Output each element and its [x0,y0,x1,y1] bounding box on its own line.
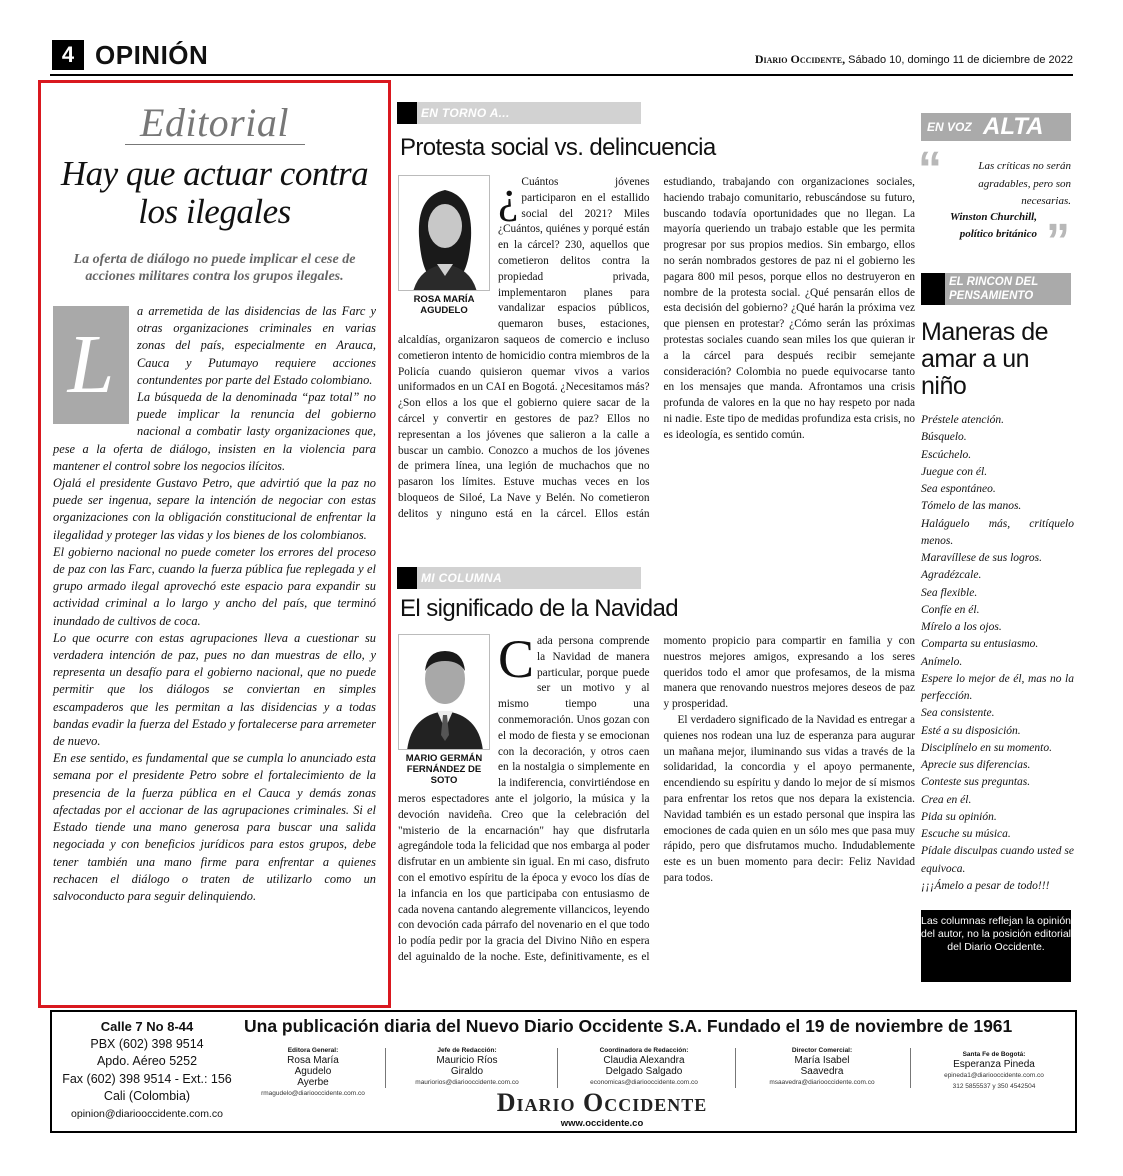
website-link[interactable]: www.occidente.co [560,1118,644,1129]
article-paragraph: ada persona comprende la Navidad de manera particular, porque puede ser un motivo y al mismo tiempo una conmemoración. Unos gozan con el modo de fiesta y se emocionan con la decoración, y otros caen en la nostalgia o simplemente en la indiferencia, convirtiéndose en meros espectadores ante el jolgorio, la música y la devoción navideña. Creo que la celebración del "misterio de la encarnación" hay que disfrutarla agregándole toda la felicidad que nos embarga al poder disfrutar en un ambiente sin igual. En mi caso, disfruto con el emotivo espíritu de la época y evoco los días de la infancia en los que participaba con entusiasmo de cada novena cantando alegremente villancicos, leyendo con devoción cada párrafo del novenario en el que todo lo podía pedir por la gracia del Divino Niño en espera del aguinaldo de la noche. Este, definitivamente, es el momento propicio para compartir en familia y con nuestros mejores amigos, expresando a los seres queridos todo el amor que profesamos, de la misma manera que renovando nuestros mejores deseos de paz y prosperidad. [398,635,915,963]
tag-label: EN TORNO A... [421,106,510,120]
editorial-body [53,303,376,905]
list-item: Esté a su disposición. [921,724,1021,737]
list-item: Tómelo de las manos. [921,500,1022,513]
issue-date [755,52,1073,67]
editorial-kicker: Editorial [140,100,289,145]
author-photo-box [398,175,490,316]
staff-email: mauriorios@diariooccidente.com.co [415,1079,519,1086]
newspaper-logo: Diario Occidente [496,1088,708,1117]
staff-role: Jefe de Redacción: [437,1047,497,1054]
editorial-title: Hay que actuar contra los ilegales [60,154,369,231]
rincon-block [921,273,945,305]
article1-title: Protesta social vs. delincuencia [400,134,716,161]
list-item: Sea consistente. [921,707,995,720]
tag-block [397,102,417,124]
date-text: Sábado 10, domingo 11 de diciembre de 2022 [848,54,1073,66]
voz-big-label: ALTA [983,113,1044,140]
list-item: ¡¡¡Ámelo a pesar de todo!!! [921,879,1050,892]
page-number: 4 [52,40,84,70]
article1-body [398,171,915,535]
staff-name: Rosa María Agudelo Ayerbe [287,1055,339,1088]
quote-body: Las críticas no serán agradables, pero son necesarias. [978,160,1071,207]
list-item: Aprecie sus diferencias. [921,759,1031,771]
staff-email: msaavedra@diariooccidente.com.co [769,1079,875,1086]
rincon-label: EL RINCON DEL PENSAMIENTO [949,276,1039,302]
article2-body [398,629,915,979]
close-quote-icon: ” [1046,215,1070,268]
author-name: MARIO GERMÁN FERNÁNDEZ DE SOTO [405,753,483,786]
list-item: Sea espontáneo. [921,483,996,495]
tag-block [397,567,417,589]
publication-title: Una publicación diaria del Nuevo Diario Occidente S.A. Fundado el 19 de noviembre de 1961 [244,1016,1013,1036]
list-item: Sea flexible. [921,586,978,599]
list-item: Juegue con él. [921,465,988,478]
editorial-paragraph: La búsqueda de la denominada “paz total” no puede implicar la renuncia del gobierno nacional a combatir lasty organizaciones que, pese a la oferta de diálogo, insisten en la violencia para mantener el control sobre los negocios ilícitos. [53,390,376,473]
staff-name: Mauricio Ríos Giraldo [436,1055,498,1077]
list-item: Escúchelo. [921,448,972,461]
staff-email: rmagudelo@diariooccidente.com.co [261,1090,365,1097]
city: Cali (Colombia) [103,1089,191,1103]
editorial-subtitle: La oferta de diálogo no puede implicar el cese de acciones militares contra los grupos ilegales. [73,252,356,284]
list-item: Disciplínelo en su momento. [921,741,1052,754]
article-paragraph: Cuántos jóvenes participaron en el estallido social del 2021? Miles ¿Cuántos, quiénes y porqué están en la cárcel? 230, aquellos que cometieron delitos contra la propiedad privada, implementaron planes para vandalizar espacios públicos, quemaron buses, estaciones, alcaldías, organizaron saqueos de comercio e incluso cometieron intento de homicidio contra miembros de la Policía cuando quisieron quemar vivos a varios uniformados en un CAI en Bogotá. ¿Necesitamos más? ¿Son ellos a los que el gobierno quiere sacar de la cárcel y convertir en gestores de paz? Ellos no representan a los jóvenes que salieron a la calle a buscar un cambio. Conozco a muchos de los jóvenes de primera línea, una legión de muchachos que no pasaron los límites. Estuve muchas veces en los bloqueos de Siloé, La Nave y Belén. No cometieron delitos y ninguno está en la cárcel. Ellos están estudiando, trabajando con organizaciones sociales, haciendo trabajo comunitario, rebuscándose su futuro, buscando todavía oportunidades que no llegan. La mayoría queriendo un trabajo estable que les permita progresar por sus propios medios. Sin embargo, ellos no serán nombrados gestores de paz ni el gobierno les pagara 800 mil pesos, porque ellos no destruyeron en nombre de la protesta social. ¿Qué pensarán ellos de esta decisión del gobierno? ¿Qué harán la próxima vez que piensen en protestar? ¿Cómo serán las próximas protestas sociales cuando sean miles los que quieran ir a la cárcel para después recibir semejante consideración? Colombia no puede equivocarse tanto en los mensajes que manda. Afrontamos una crisis profunda de valores en la que no hay respeto por nada ni nadie. Este tipo de medidas profundiza esta crisis, no es ideología, es sentido común. [398,176,915,520]
staff-email: economicas@diariooccidente.com.co [590,1079,698,1086]
pbx: PBX (602) 398 9514 [90,1036,204,1051]
article-paragraph: El verdadero significado de la Navidad es entregar a quienes nos rodean una luz de esperanza para augurar un mañana mejor, iluminando sus vidas a través de la solidaridad, la concordia y el apoyo permanente, encendiendo su espíritu y dando lo mejor de sí mismos para enfrentar los retos que nos depara la existencia. Navidad también es un estado personal que inspira las emociones de cada quien en un sólo mes que pasa muy rápido, pero que disfrutamos mucho. Indudablemente este es un buen momento para decir: Feliz Navidad para todos. [663,713,915,884]
tag-label: MI COLUMNA [421,571,502,585]
list-item: Conteste sus preguntas. [921,776,1031,789]
article2-title: El significado de la Navidad [400,595,679,622]
staff-role: Editora General: [287,1047,339,1054]
header-rule [50,74,1073,76]
article2-tag [397,567,641,589]
apdo: Apdo. Aéreo 5252 [96,1054,198,1068]
article2-drop-cap: C [498,629,535,689]
editorial-paragraph: Lo que ocurre con estas agrupaciones lleva a cuestionar su verdadera intención de paz, pues no dan muestras de ello, y representa un desafío para el gobierno nacional, que no puede permitir que los diálogos se conviertan en simples escampaderos que les permitan a las disidencias y a todas bandas evadir la fuerza del Estado y fortalecerse para arremeter de nuevo. [53,630,376,749]
staff-name: María Isabel Saavedra [794,1055,850,1077]
editorial-drop-cap: L [53,306,129,424]
rincon-title: Maneras de amar a un niño [921,318,1049,400]
staff-name: Claudia Alexandra Delgado Salgado [603,1055,685,1077]
list-item: Haláguelo más, critíquelo menos. [921,517,1074,547]
list-item: Espere lo mejor de él, mas no la perfección. [921,672,1074,702]
paper-name: Diario Occidente, [754,52,846,66]
list-item: Comparta su entusiasmo. [921,638,1039,651]
editorial-paragraph: El gobierno nacional no puede cometer los errores del proceso de paz con las Farc, cuando la fuerza pública fue replegada y el grupo armado ilegal aprovechó este espacio para expandir su actividad criminal a lo largo y ancho del país, que terminó inundado de cultivos de coca. [53,544,376,628]
article1-tag [397,102,641,124]
list-item: Pídale disculpas cuando usted se equivoca. [921,845,1074,875]
section-title: OPINIÓN [95,40,209,70]
author-photo-mario [398,634,490,750]
fax: Fax (602) 398 9514 - Ext.: 156 [62,1071,232,1086]
staff-name: Esperanza Pineda [953,1059,1035,1070]
contact-block [52,1018,242,1123]
voz-small-label: EN VOZ [927,120,972,134]
editorial-box [38,80,391,1008]
list-item: Préstele atención. [921,414,1005,426]
editorial-paragraph: Ojalá el presidente Gustavo Petro, que advirtió que la paz no puede ser ingenua, separe la intención de negociar con estas organizaciones con la obligación constitucional de enfrentar la ilegalidad y proteger las vidas y los bienes de los colombianos. [53,476,376,542]
author-photo-rosa [398,175,490,291]
open-quote-icon: “ [918,143,942,196]
author-photo-box [398,634,490,786]
editorial-paragraph: En ese sentido, es fundamental que se cumpla lo anunciado esta semana por el presidente Petro sobre el fortalecimiento de la presencia de la fuerza pública en el Cauca y demás zonas afectadas por el accionar de las agrupaciones criminales. Si el Estado tiende una mano generosa para buscar una salida negociada y con beneficios jurídicos para estos grupos, debe tener también una mano firme para enfrentar a quienes rechacen el diálogo o traten de utilizarlo como un salvoconducto para seguir delinquiendo. [53,751,376,903]
author-name: ROSA MARÍA AGUDELO [413,294,475,316]
disclaimer-note: Las columnas reflejan la opinión del autor, no la posición editorial del Diario Occidente. [921,910,1071,982]
address: Calle 7 No 8-44 [100,1019,194,1034]
quote-author: Winston Churchill, político británico [949,211,1037,240]
list-item: Anímelo. [921,655,963,668]
en-voz-alta-banner [921,113,1071,141]
editorial-paragraph: a arremetida de las disidencias de las Farc y otras organizaciones criminales en varias zonas del país, especialmente en Arauca, Cauca y Putumayo requiere acciones contundentes por parte del Estado colombiano. [137,304,376,387]
contact-email: opinion@diariooccidente.com.co [71,1107,223,1120]
list-item: Mírelo a los ojos. [921,621,1002,633]
staff-email: epineda1@diariooccidente.com.co [944,1072,1044,1079]
staff-entry [914,1050,1074,1092]
staff-role: Santa Fe de Bogotá: [962,1051,1026,1058]
staff-role: Director Comercial: [791,1047,853,1054]
list-item: Pida su opinión. [921,810,997,823]
masthead-footer [50,1010,1077,1133]
quote-text [921,158,1071,211]
list-item: Crea en él. [921,793,972,806]
advice-list [921,412,1074,895]
list-item: Confíe en él. [921,603,980,616]
staff-phone: 312 5855537 y 350 4542504 [952,1083,1036,1090]
list-item: Búsquelo. [921,431,967,444]
article1-drop-cap: ¿ [498,171,519,222]
list-item: Maravíllese de sus logros. [921,552,1042,564]
list-item: Agradézcale. [921,569,982,582]
staff-role: Coordinadora de Redacción: [599,1047,689,1054]
rincon-banner [921,273,1071,305]
list-item: Escuche su música. [921,828,1011,840]
logo-area [292,1012,912,1135]
